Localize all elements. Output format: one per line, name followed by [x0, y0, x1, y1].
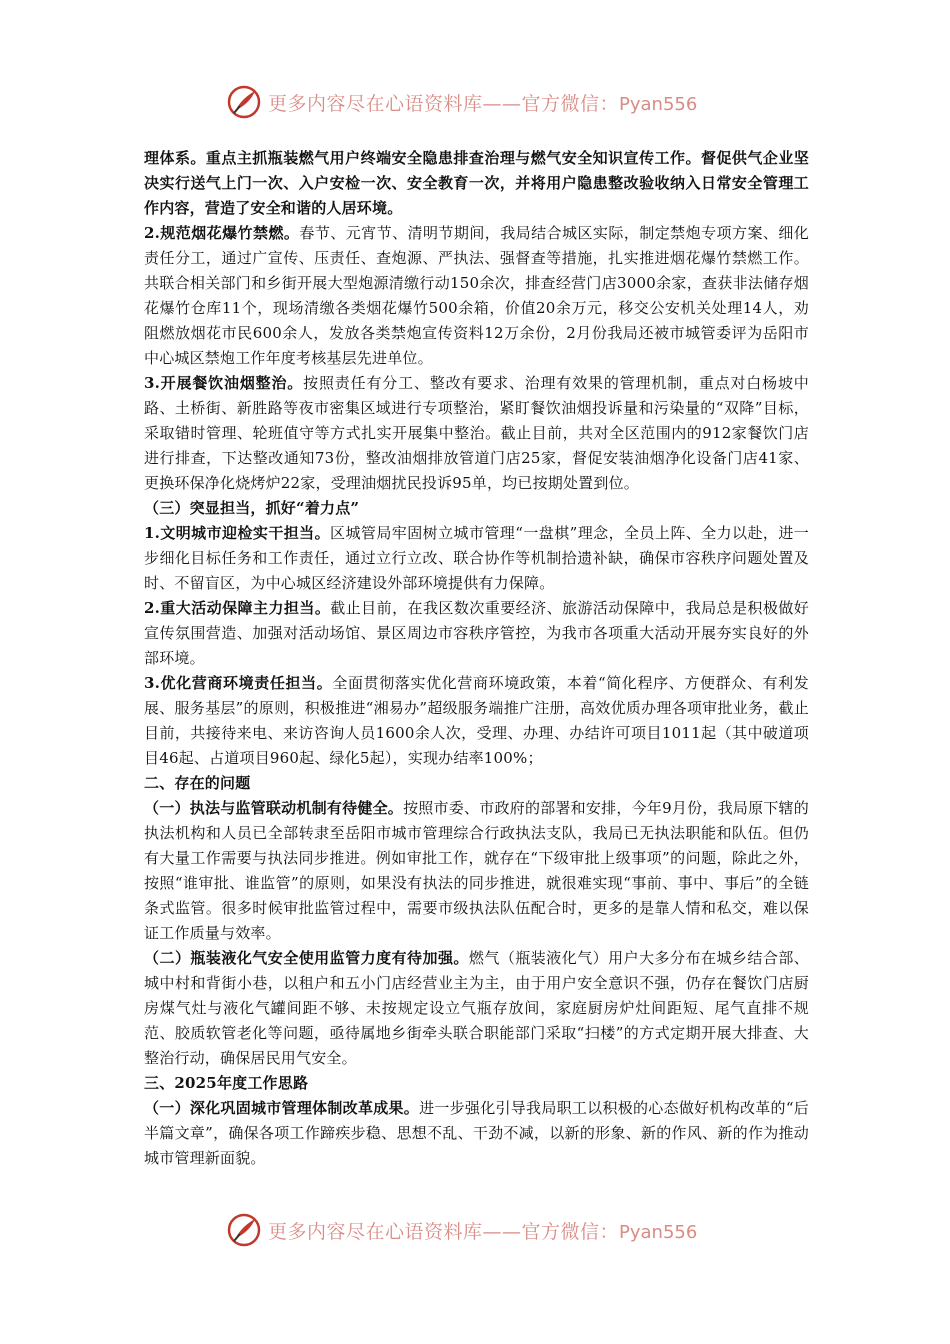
- paragraph-heading: 2.重大活动保障主力担当。: [144, 599, 331, 617]
- paragraph-7: （一）执法与监管联动机制有待健全。按照市委、市政府的部署和安排，今年9月份，我局原下辖的执法机构和人员已全部转隶至岳阳市城市管理综合行政执法支队，我局已无执法职能和队伍。但仍有大量工作需要与执法同步推进。例如审批工作，就存在“下级审批上级事项”的问题，除此之外，按照“谁审批、谁监管”的原则，如果没有执法的同步推进，就很难实现“事前、事中、事后”的全链条式监管。很多时候审批监管过程中，需要市级执法队伍配合时，更多的是靠人情和私交，难以保证工作质量与效率。: [144, 799, 810, 942]
- watermark-site-text: 更多内容尽在心语资料库——官方微信：: [268, 92, 620, 115]
- paragraph-5: 2.重大活动保障主力担当。截止目前，在我区数次重要经济、旅游活动保障中，我局总是积极做好宣传氛围营造、加强对活动场馆、景区周边市容秩序管控，为我市各项重大活动开展夯实良好的外部环境。: [144, 599, 809, 667]
- watermark-site-text: 更多内容尽在心语资料库——官方微信：: [268, 1220, 620, 1243]
- watermark-wechat-id: Pyan556: [619, 93, 698, 115]
- paragraph-heading: （一）深化巩固城市管理体制改革成果。: [144, 1099, 420, 1117]
- document-body: [144, 146, 809, 1171]
- paragraph-6: 3.优化营商环境责任担当。全面贯彻落实优化营商环境政策，本着“简化程序、方便群众、有利发展、服务基层”的原则，积极推进“湘易办”超级服务端推广注册，高效优质办理各项审批业务，截止目前，共接待来电、来访咨询人员1600余人次，受理、办理、办结许可项目1011起（其中破道项目46起、占道项目960起、绿化5起），实现办结率100%；: [144, 674, 810, 767]
- feather-pen-logo-icon: [226, 84, 262, 120]
- paragraph-4: 1.文明城市迎检实干担当。区城管局牢固树立城市管理“一盘棋”理念，全员上阵、全力以赴，进一步细化目标任务和工作责任，通过立行立改、联合协作等机制拾遗补缺，确保市容秩序问题处置及时、不留盲区，为中心城区经济建设外部环境提供有力保障。: [144, 524, 809, 592]
- paragraph-8: （二）瓶装液化气安全使用监管力度有待加强。燃气（瓶装液化气）用户大多分布在城乡结合部、城中村和背街小巷，以租户和五小门店经营业主为主，由于用户安全意识不强，仍存在餐饮门店厨房煤气灶与液化气罐间距不够、未按规定设立气瓶存放间，家庭厨房炉灶间距短、尾气直排不规范、胶质软管老化等问题，亟待属地乡街牵头联合职能部门采取“扫楼”的方式定期开展大排查、大整治行动，确保居民用气安全。: [144, 949, 810, 1067]
- section-heading-2025: 三、2025年度工作思路: [144, 1074, 309, 1092]
- watermark-text: [268, 89, 697, 116]
- watermark-wechat-id: Pyan556: [619, 1221, 698, 1243]
- section-heading-problems: 二、存在的问题: [144, 774, 251, 792]
- paragraph-heading: 3.开展餐饮油烟整治。: [144, 374, 304, 392]
- section-heading-3: （三）突显担当，抓好“着力点”: [144, 499, 360, 517]
- paragraph-heading: 1.文明城市迎检实干担当。: [144, 524, 331, 542]
- paragraph-9: （一）深化巩固城市管理体制改革成果。进一步强化引导我局职工以积极的心态做好机构改革的“后半篇文章”，确保各项工作蹄疾步稳、思想不乱、干劲不减，以新的形象、新的作风、新的作为推动城市管理新面貌。: [144, 1099, 809, 1167]
- feather-pen-logo-icon: [226, 1212, 262, 1248]
- paragraph-heading: （一）执法与监管联动机制有待健全。: [144, 799, 404, 817]
- watermark-text: [268, 1217, 697, 1244]
- paragraph-1: 理体系。重点主抓瓶装燃气用户终端安全隐患排查治理与燃气安全知识宣传工作。督促供气企业坚决实行送气上门一次、入户安检一次、安全教育一次，并将用户隐患整改验收纳入日常安全管理工作内容，营造了安全和谐的人居环境。: [144, 149, 809, 217]
- paragraph-heading: （二）瓶装液化气安全使用监管力度有待加强。: [144, 949, 469, 967]
- paragraph-2: 2.规范烟花爆竹禁燃。春节、元宵节、清明节期间，我局结合城区实际，制定禁炮专项方案、细化责任分工，通过广宣传、压责任、查炮源、严执法、强督查等措施，扎实推进烟花爆竹禁燃工作。共联合相关部门和乡街开展大型炮源清缴行动150余次，排查经营门店3000余家，查获非法储存烟花爆竹仓库11个，现场清缴各类烟花爆竹500余箱，价值20余万元，移交公安机关处理14人，劝阻燃放烟花市民600余人，发放各类禁炮宣传资料12万余份，2月份我局还被市城管委评为岳阳市中心城区禁炮工作年度考核基层先进单位。: [144, 224, 809, 367]
- paragraph-heading: 2.规范烟花爆竹禁燃。: [144, 224, 300, 242]
- watermark-banner-bottom: [226, 1210, 726, 1250]
- watermark-banner-top: [226, 82, 726, 122]
- paragraph-3: 3.开展餐饮油烟整治。按照责任有分工、整改有要求、治理有效果的管理机制，重点对白杨坡中路、土桥街、新胜路等夜市密集区域进行专项整治，紧盯餐饮油烟投诉量和污染量的“双降”目标，采取错时管理、轮班值守等方式扎实开展集中整治。截止目前，共对全区范围内的912家餐饮门店进行排查，下达整改通知73份，整改油烟排放管道门店25家，督促安装油烟净化设备门店41家、更换环保净化烧烤炉22家，受理油烟扰民投诉95单，均已按期处置到位。: [144, 374, 809, 492]
- paragraph-heading: 3.优化营商环境责任担当。: [144, 674, 333, 692]
